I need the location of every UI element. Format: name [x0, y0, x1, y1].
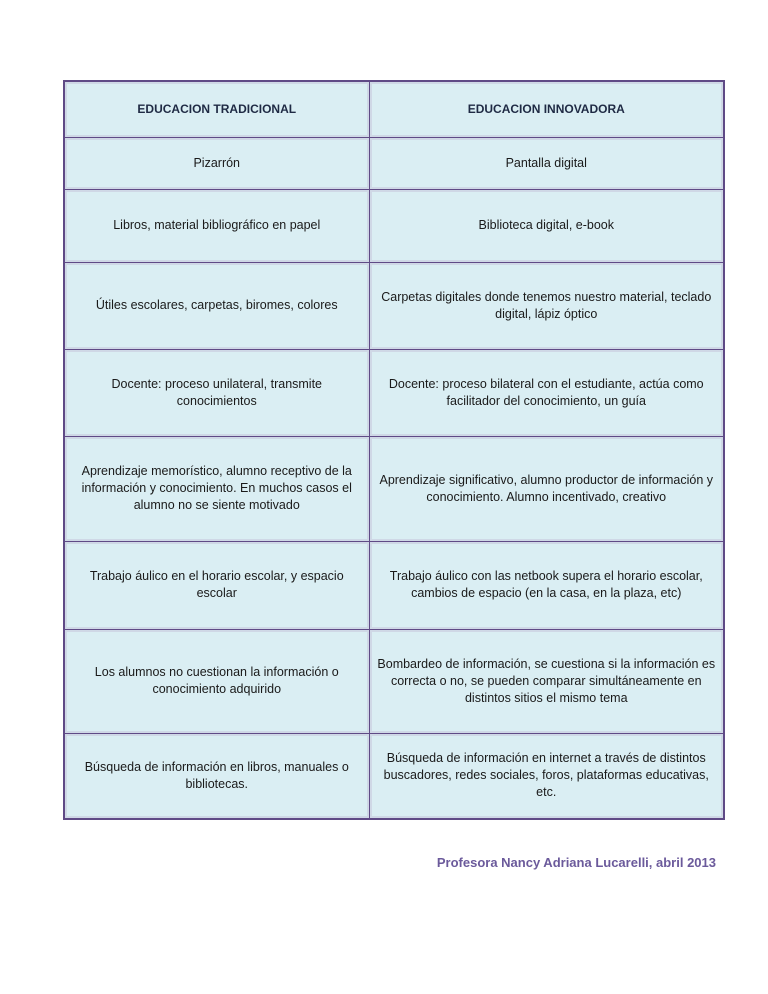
innovative-cell: Docente: proceso bilateral con el estudiante, actúa como facilitador del conocimiento, un guía — [369, 349, 724, 436]
table-row — [64, 733, 724, 819]
traditional-cell: Útiles escolares, carpetas, biromes, colores — [64, 262, 369, 349]
table-row — [64, 436, 724, 541]
innovative-cell: Aprendizaje significativo, alumno productor de información y conocimiento. Alumno incentivado, creativo — [369, 436, 724, 541]
table-row — [64, 262, 724, 349]
traditional-cell: Trabajo áulico en el horario escolar, y espacio escolar — [64, 541, 369, 629]
table-row — [64, 629, 724, 733]
header-innovative: EDUCACION INNOVADORA — [369, 81, 724, 137]
innovative-cell: Búsqueda de información en internet a través de distintos buscadores, redes sociales, foros, plataformas educativas, etc. — [369, 733, 724, 819]
innovative-cell: Biblioteca digital, e-book — [369, 189, 724, 262]
traditional-cell: Libros, material bibliográfico en papel — [64, 189, 369, 262]
traditional-cell: Aprendizaje memorístico, alumno receptivo de la información y conocimiento. En muchos casos el alumno no se siente motivado — [64, 436, 369, 541]
table-row — [64, 189, 724, 262]
comparison-table — [63, 80, 725, 820]
traditional-cell: Pizarrón — [64, 137, 369, 189]
table-row — [64, 349, 724, 436]
innovative-cell: Bombardeo de información, se cuestiona si la información es correcta o no, se pueden comparar simultáneamente en distintos sitios el mismo tema — [369, 629, 724, 733]
table-row — [64, 137, 724, 189]
innovative-cell: Pantalla digital — [369, 137, 724, 189]
traditional-cell: Los alumnos no cuestionan la información o conocimiento adquirido — [64, 629, 369, 733]
traditional-cell: Búsqueda de información en libros, manuales o bibliotecas. — [64, 733, 369, 819]
header-row — [64, 81, 724, 137]
innovative-cell: Carpetas digitales donde tenemos nuestro material, teclado digital, lápiz óptico — [369, 262, 724, 349]
traditional-cell: Docente: proceso unilateral, transmite conocimientos — [64, 349, 369, 436]
header-traditional: EDUCACION TRADICIONAL — [64, 81, 369, 137]
innovative-cell: Trabajo áulico con las netbook supera el horario escolar, cambios de espacio (en la casa, en la plaza, etc) — [369, 541, 724, 629]
author-credit: Profesora Nancy Adriana Lucarelli, abril 2013 — [436, 855, 716, 870]
table-row — [64, 541, 724, 629]
